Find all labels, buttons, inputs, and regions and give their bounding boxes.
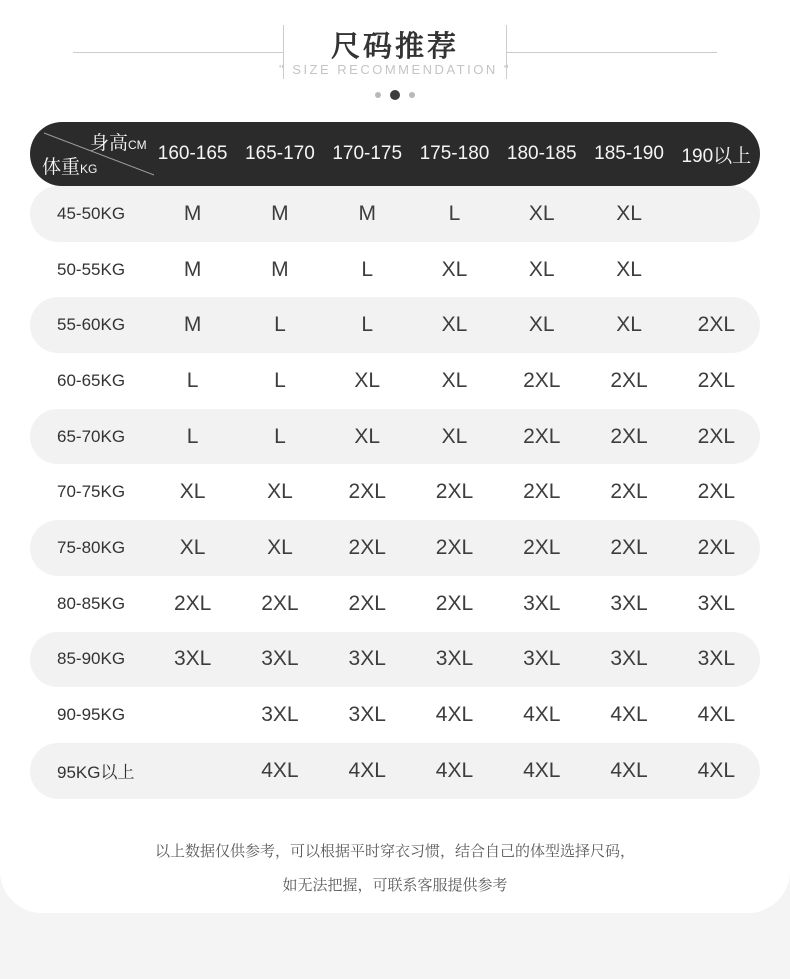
height-axis-label [90,128,147,155]
weight-axis-text: 体重 [42,157,81,178]
size-cell: 2XL [697,313,736,337]
size-cell: 4XL [348,758,386,782]
table-row [30,297,760,353]
table-row [30,743,760,799]
size-cell: 2XL [697,424,736,448]
table-row [30,353,760,409]
size-cell: XL [441,257,468,281]
size-cell: 4XL [435,703,474,727]
table-rows [30,186,760,799]
size-cell: 4XL [610,703,648,727]
size-cell: 2XL [610,535,648,559]
table-row [30,464,760,520]
pagination-dots [0,88,790,102]
column-header: 170-175 [332,143,403,164]
page-subtitle: " SIZE RECOMMENDATION " [279,62,511,77]
size-cell: M [358,201,376,225]
size-cell: 3XL [697,647,736,671]
size-cell: 3XL [610,591,648,615]
size-cell: L [274,368,286,392]
pagination-dot-icon [409,92,415,98]
size-cell: XL [441,313,468,337]
size-cell: XL [179,535,206,559]
size-cell: XL [179,480,206,504]
size-cell: 3XL [261,703,299,727]
size-cell: 3XL [523,647,561,671]
size-cell: 2XL [523,535,561,559]
table-corner-cell [30,122,149,186]
size-cell: XL [441,368,468,392]
column-header: 160-165 [157,143,228,164]
size-cell: L [274,424,286,448]
height-axis-unit: CM [128,138,147,152]
weight-range-label: 95KG以上 [57,763,135,783]
table-row [30,186,760,242]
size-cell: 3XL [261,647,299,671]
size-cell: XL [267,480,293,504]
size-cell: 2XL [173,591,212,615]
page-title: 尺码推荐 [330,31,459,63]
size-cell: 2XL [348,591,386,615]
size-cell: 2XL [348,535,386,559]
size-cell: L [361,313,374,337]
table-row [30,576,760,632]
column-header: 180-185 [506,143,577,164]
column-header: 175-180 [419,143,490,164]
size-cell: 2XL [523,480,561,504]
table-row [30,409,760,465]
size-cell: XL [354,424,381,448]
size-cell: 3XL [348,647,386,671]
pagination-dot-active-icon [390,90,400,100]
weight-range-label: 60-65KG [57,370,126,390]
size-cell: XL [616,201,642,225]
table-row [30,242,760,298]
size-cell: 4XL [610,758,648,782]
size-cell: L [361,257,374,281]
weight-axis-unit: KG [80,162,98,176]
footer-note-line1: 以上数据仅供参考，可以根据平时穿衣习惯，结合自己的体型选择尺码， [154,843,635,860]
table-row [30,520,760,576]
size-cell: 2XL [610,424,648,448]
size-cell: 2XL [523,368,561,392]
size-cell: XL [528,313,555,337]
weight-range-label: 70-75KG [57,482,126,502]
size-cell: 2XL [697,535,736,559]
size-cell: 2XL [435,480,474,504]
size-cell: 3XL [610,647,648,671]
size-cell: 2XL [435,591,474,615]
size-cell: L [186,424,199,448]
weight-range-label: 80-85KG [57,593,126,613]
size-cell: XL [528,201,555,225]
size-cell: 4XL [261,758,299,782]
size-cell: M [183,201,202,225]
size-cell: XL [354,368,381,392]
height-axis-text: 身高 [90,133,129,154]
size-cell: 2XL [610,368,648,392]
size-cell: XL [616,313,642,337]
size-cell: L [186,368,199,392]
weight-range-label: 85-90KG [57,649,126,669]
size-cell: 4XL [523,703,561,727]
weight-range-label: 55-60KG [57,315,126,335]
size-cell: 3XL [348,703,386,727]
size-cell: 4XL [435,758,474,782]
size-cell: M [183,257,202,281]
weight-range-label: 45-50KG [57,203,126,223]
size-cell: 3XL [697,591,736,615]
size-cell: XL [441,424,468,448]
size-cell: L [274,313,286,337]
size-cell: XL [616,257,642,281]
size-cell: 4XL [523,758,561,782]
size-cell: 3XL [173,647,212,671]
weight-axis-label [42,152,97,179]
weight-range-label: 75-80KG [57,537,126,557]
column-header: 185-190 [594,143,664,164]
column-header: 165-170 [245,143,315,164]
size-cell: 2XL [435,535,474,559]
table-row [30,632,760,688]
size-cell: 4XL [697,758,736,782]
size-cell: M [271,201,289,225]
size-cell: XL [267,535,293,559]
footer-note-line2: 如无法把握，可联系客服提供参考 [282,877,508,894]
weight-range-label: 65-70KG [57,426,126,446]
size-cell: M [183,313,202,337]
pagination-dot-icon [375,92,381,98]
size-cell: 2XL [261,591,299,615]
size-cell: M [271,257,289,281]
size-table [30,122,760,799]
table-row [30,687,760,743]
size-cell: 4XL [697,703,736,727]
size-cell: L [448,201,461,225]
weight-range-label: 90-95KG [57,705,126,725]
footer-note [0,835,790,903]
size-cell: 2XL [610,480,648,504]
column-header: 190以上 [681,145,752,167]
size-cell: 3XL [435,647,474,671]
size-cell: 2XL [697,480,736,504]
size-cell: 2XL [697,368,736,392]
size-cell: 2XL [523,424,561,448]
table-header-bar [30,122,760,186]
size-cell: 2XL [348,480,386,504]
size-cell: 3XL [523,591,561,615]
size-cell: XL [528,257,555,281]
weight-range-label: 50-55KG [57,259,126,279]
